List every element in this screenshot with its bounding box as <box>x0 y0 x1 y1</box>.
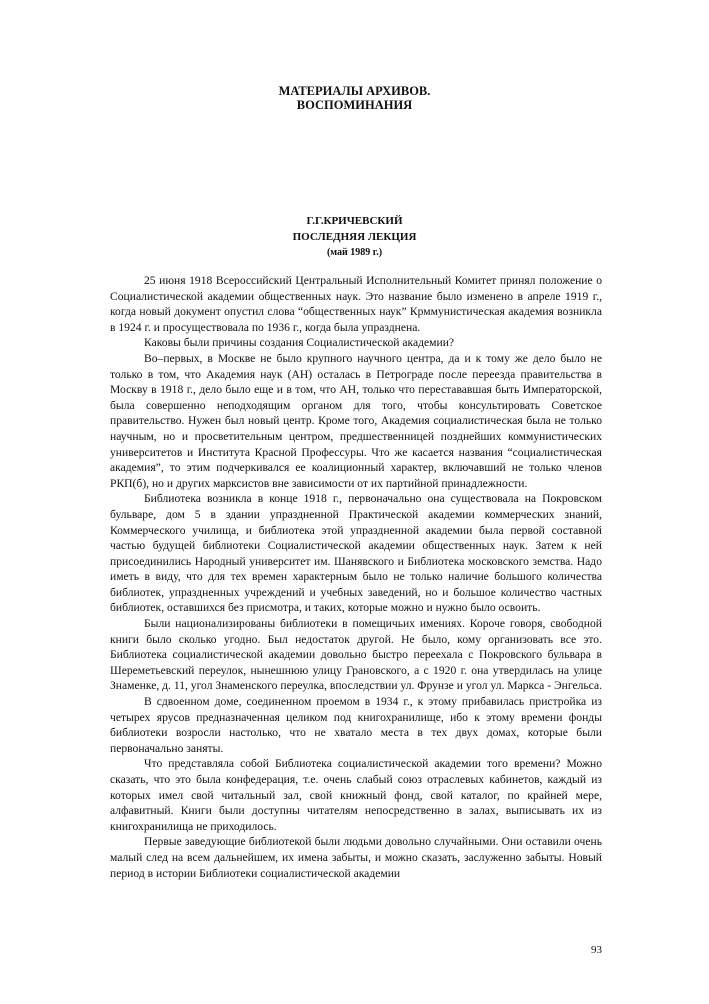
paragraph: Что представляла собой Библиотека социалистической академии того времени? Можно сказать, что это была конфедерация, т.е. очень слабый союз отраслевых кабинетов, каждый из которых имел свой читальный зал, свой книжный фонд, свой каталог, по крайней мере, алфавитный. Книги были доступны читателям непосредственно в залах, выписывать их из книгохранилища не приходилось. <box>110 757 602 833</box>
page-number: 93 <box>591 944 602 956</box>
paragraph: Каковы были причины создания Социалистической академии? <box>144 336 455 350</box>
article-date: (май 1989 г.) <box>326 247 383 258</box>
article-author: Г.Г.КРИЧЕВСКИЙ <box>306 215 403 227</box>
paragraph: Библиотека возникла в конце 1918 г., первоначально она существовала на Покровском бульваре, дом 5 в здании упраздненной Практической академии коммерческих знаний, Коммерческого училища, и библиотека этой упраздненной академии была первой составной частью будущей библиотеки Социалистической академии общественных наук. Затем к ней присоединились Народный университет им. Шанявского и Библиотека московского земства. Надо иметь в виду, что для тех времен характерным было не только наличие большого количества библиотек, упраздненных учреждений и учебных заведений, но и большое количество частных библиотек, оставшихся без присмотра, и таких, которые можно и нужно было освоить. <box>110 492 602 615</box>
article-body <box>110 273 602 881</box>
article-header <box>0 213 709 261</box>
section-heading <box>0 84 709 112</box>
paragraph: Были национализированы библиотеки в помещичьих имениях. Короче говоря, свободной книги было сколько угодно. Был недостаток другой. Не было, кому организовать все это. Библиотека социалистической академии довольно быстро переехала с Покровского бульвара в Шереметьевский переулок, нынешнюю улицу Грановского, а с 1920 г. она утвердилась на улице Знаменке, д. 11, угол Знаменского переулка, впоследствии ул. Фрунзе и угол ул. Маркса - Энгельса. <box>110 617 602 693</box>
paragraph: Первые заведующие библиотекой были людьми довольно случайными. Они оставили очень малый след на всем дальнейшем, их имена забыты, и можно сказать, заслуженно забыты. Новый период в истории Библиотеки социалистической академии <box>110 835 602 880</box>
article-title: ПОСЛЕДНЯЯ ЛЕКЦИЯ <box>292 231 417 243</box>
section-heading-line-1: МАТЕРИАЛЫ АРХИВОВ. <box>278 84 431 98</box>
paragraph: 25 июня 1918 Всероссийский Центральный Исполнительный Комитет принял положение о Социалистической академии общественных наук. Это название было изменено в апреле 1919 г., когда новый документ опустил слова “общественных наук” Крммунистическая академия возникла в 1924 г. и просуществовала по 1936 г., когда была упразднена. <box>110 274 602 334</box>
paragraph: Во–первых, в Москве не было крупного научного центра, да и к тому же дело было не только в том, что Академия наук (АН) осталась в Петрограде после переезда правительства в Москву в 1918 г., дело было еще и в том, что АН, только что перестававшая быть Императорской, была совершенно неподходящим органом для того, чтобы консультировать Советское правительство. Нужен был новый центр. Кроме того, Академия социалистическая была не только научным, но и просветительным центром, предшественницей позднейших коммунистических университетов и Института Красной Профессуры. Что же касается названия “социалистическая академия”, то этим подчеркивался ее коалиционный характер, включавший не только членов РКП(б), но и других марксистов вне зависимости от их партийной принадлежности. <box>110 351 602 490</box>
paragraph: В сдвоенном доме, соединенном проемом в 1934 г., к этому прибавилась пристройка из четырех ярусов предназначенная целиком под книгохранилище, ибо к этому времени фонды библиотеки возросли настолько, что не хватало места в тех двух домах, которые были первоначально заняты. <box>110 695 602 755</box>
section-heading-line-2: ВОСПОМИНАНИЯ <box>296 98 413 112</box>
